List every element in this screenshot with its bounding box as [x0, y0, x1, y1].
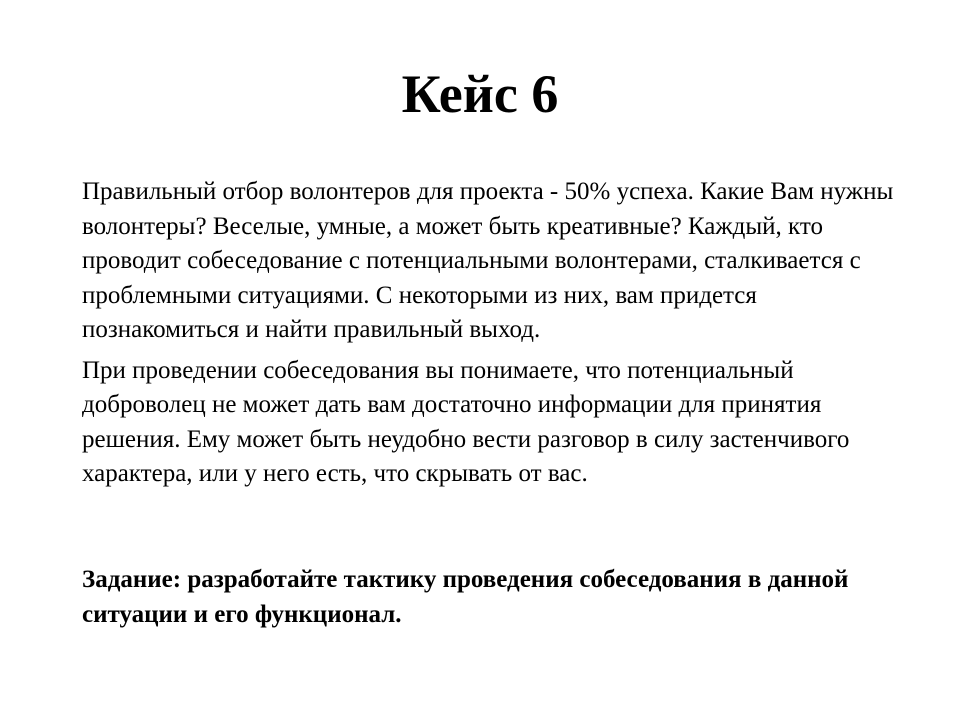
paragraph-intro: Правильный отбор волонтеров для проекта - 50% успеха. Какие Вам нужны волонтеры? Веселые, умные, а может быть креативные? Каждый, кто проводит собеседование с потенциальными волонтерами, сталкивается с проблемными ситуациями. С некоторыми из них, вам придется познакомиться и найти правильный выход. [82, 178, 894, 343]
paragraph-situation: При проведении собеседования вы понимаете, что потенциальный доброволец не может дать вам достаточно информации для принятия решения. Ему может быть неудобно вести разговор в силу застенчивого характера, или у него есть, что скрывать от вас. [82, 356, 850, 487]
slide-title: Кейс 6 [401, 64, 559, 124]
slide-body [82, 175, 912, 492]
task-text: Задание: разработайте тактику проведения собеседования в данной ситуации и его функционал. [82, 566, 849, 628]
